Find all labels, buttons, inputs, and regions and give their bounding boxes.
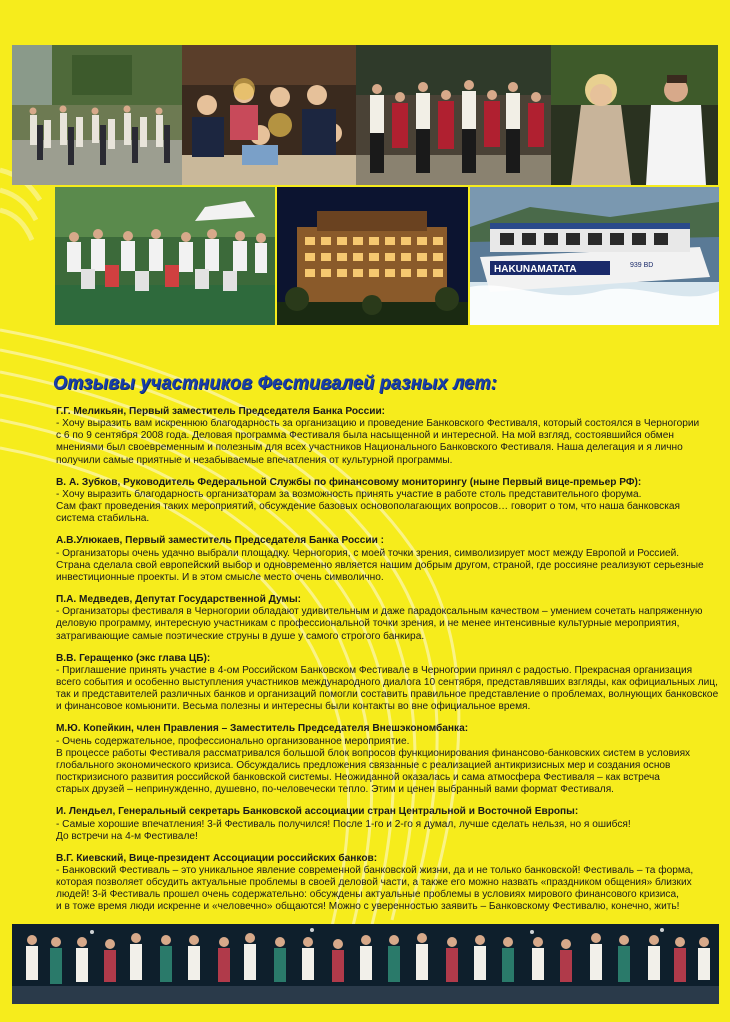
section-title: Отзывы участников Фестивалей разных лет: [53,372,497,394]
review-text-line: и в тоже время люди искренне и «человечно» общаются! Можно с уверенностью заявить – Банковскому Фестивалю, конечно, жить! [56,901,680,913]
review-text-line: система стабильна. [56,513,150,525]
review-text-line: - Самые хорошие впечатления! 3-й Фестиваль получился! После 1-го и 2-го я думал, лучше сделать нельзя, но я ошибся! [56,818,631,830]
review-gerashchenko [56,652,719,714]
photo-outdoor-group [12,45,182,185]
review-text-line: До встречи на 4-м Фестивале! [56,830,198,842]
review-text-line: - Банковский Фестиваль – это уникальное явление современной банковской жизни, да и не только банковской! Фестиваль – та форма, [56,865,694,876]
photo-tennis-group [55,187,275,325]
photo-folk-dancers [356,45,551,185]
review-text-line: старых друзей – непринужденно, душевно, по-человечески тепло. Этим и ценен выбранный вами формат Фестиваля. [56,784,614,796]
review-kopeikin [56,723,696,796]
review-author: В.Г. Киевский, Вице-президент Ассоциации российских банков: [56,852,378,864]
review-text-line: затрагивающие самые поэтические струны в душе у самого строгого банкира. [56,630,425,642]
review-author: И. Лендьел, Генеральный секретарь Банковской ассоциации стран Центральной и Восточной Европы: [56,806,579,818]
review-text-line: - Организаторы фестиваля в Черногории обладают удивительным и даже парадоксальным качеством – умением сочетать напряженную [56,606,703,618]
review-text-line: и финансовое комьюнити. Весьма полезны и интересны были контакты во вне официальное время. [56,701,531,713]
review-zubkov [56,477,696,526]
review-text-line: мнениями был своевременным и полезным для всех участников Национального Банковского Фестиваля. Наша делегация и я лично [56,442,683,454]
review-author: В.В. Геращенко (экс глава ЦБ): [56,652,211,664]
review-text-line: с 6 по 9 сентября 2008 года. Деловая программа Фестиваля была насыщенной и интересной. На мой взгляд, состоявшийся обмен [56,430,674,442]
review-text-line: посткризисного развития российской банковской системы. Неожиданной оказалась и сама атмосфера Фестиваля – как встреча [56,772,660,784]
review-author: М.Ю. Копейкин, член Правления – Заместитель Председателя Внешэкономбанка: [56,723,469,735]
review-text-line: В процессе работы Фестиваля рассматривался большой блок вопросов функционирования финансово-банковских систем в условиях [56,747,691,759]
boat-number-label: 939 BD [630,262,654,269]
review-text-line: всего события и особенно выступления участников международного диалога 10 сентября, представлявших взгляды, как официальных лиц, [56,676,718,688]
photo-hotel-night [277,187,468,325]
boat-name-label: HAKUNAMATATA [494,264,577,275]
review-text-line: деловую программу, интересную участникам с профессиональной точки зрения, и не менее интенсивные культурные мероприятия, [56,618,680,630]
review-text-line: глобального экономического кризиса. Обсуждались предложения связанные с реализацией антикризисных мер и создания основ [56,759,671,771]
photo-dinner-table [182,45,356,185]
photo-boat [470,187,719,325]
photo-singers [551,45,718,185]
review-author: В. А. Зубков, Руководитель Федеральной Службы по финансовому мониторингу (ныне Первый вице-премьер РФ): [56,476,642,488]
review-text-line: - Хочу выразить благодарность организаторам за возможность принять участие в работе столь представительного форума. [56,488,642,500]
review-text-line: - Организаторы очень удачно выбрали площадку. Черногория, с моей точки зрения, символизирует мост между Европой и Россией. [56,547,680,559]
review-lendyel [56,806,696,842]
review-author: Г.Г. Меликьян, Первый заместитель Председателя Банка России: [56,406,386,417]
review-text-line: людей! 3-й Фестиваль прошел очень содержательно: обсуждены актуальные проблемы в условиях мирового финансового кризиса, [56,889,679,901]
review-text-line: инвестиционные проекты. И в этом смысле место очень символично. [56,571,384,583]
review-text-line: Сам факт проведения таких мероприятий, обсуждение базовых основополагающих вопросов… говорит о том, что наша банковская [56,501,680,513]
review-melikyan [56,406,700,467]
review-text-line: - Очень содержательное, профессионально организованное мероприятие. [56,735,410,747]
review-text-line: которая позволяет обсудить актуальные проблемы в своей деловой части, а также его можно назвать «праздником общения» близких [56,877,692,889]
photo-dancing-crowd [12,924,719,1004]
review-ulyukaev [56,535,704,584]
review-text-line: - Приглашение принять участие в 4-ом Российском Банковском Фестивале в Черногории принял с радостью. Прекрасная организация [56,664,693,676]
review-author: П.А. Медведев, Депутат Государственной Думы: [56,594,301,606]
review-kievsky [56,853,696,914]
review-text-line: - Хочу выразить вам искреннюю благодарность за организацию и проведение Банковского Фестиваля, который состоялся в Черногории [56,418,700,430]
review-text-line: получили самые приятные и незабываемые впечатления от культурной программы. [56,454,453,466]
review-text-line: так и представителей различных банков и организаций помогли составить правильное представление о проблемах, волнующих банковское [56,689,719,701]
review-medvedev [56,594,703,643]
reviews-list [56,406,719,924]
review-text-line: Страна сделала свой европейский выбор и одновременно является нашим добрым другом, страной, где россияне реализуют серьезные [56,559,704,571]
review-author: А.В.Улюкаев, Первый заместитель Председателя Банка России : [56,535,384,547]
